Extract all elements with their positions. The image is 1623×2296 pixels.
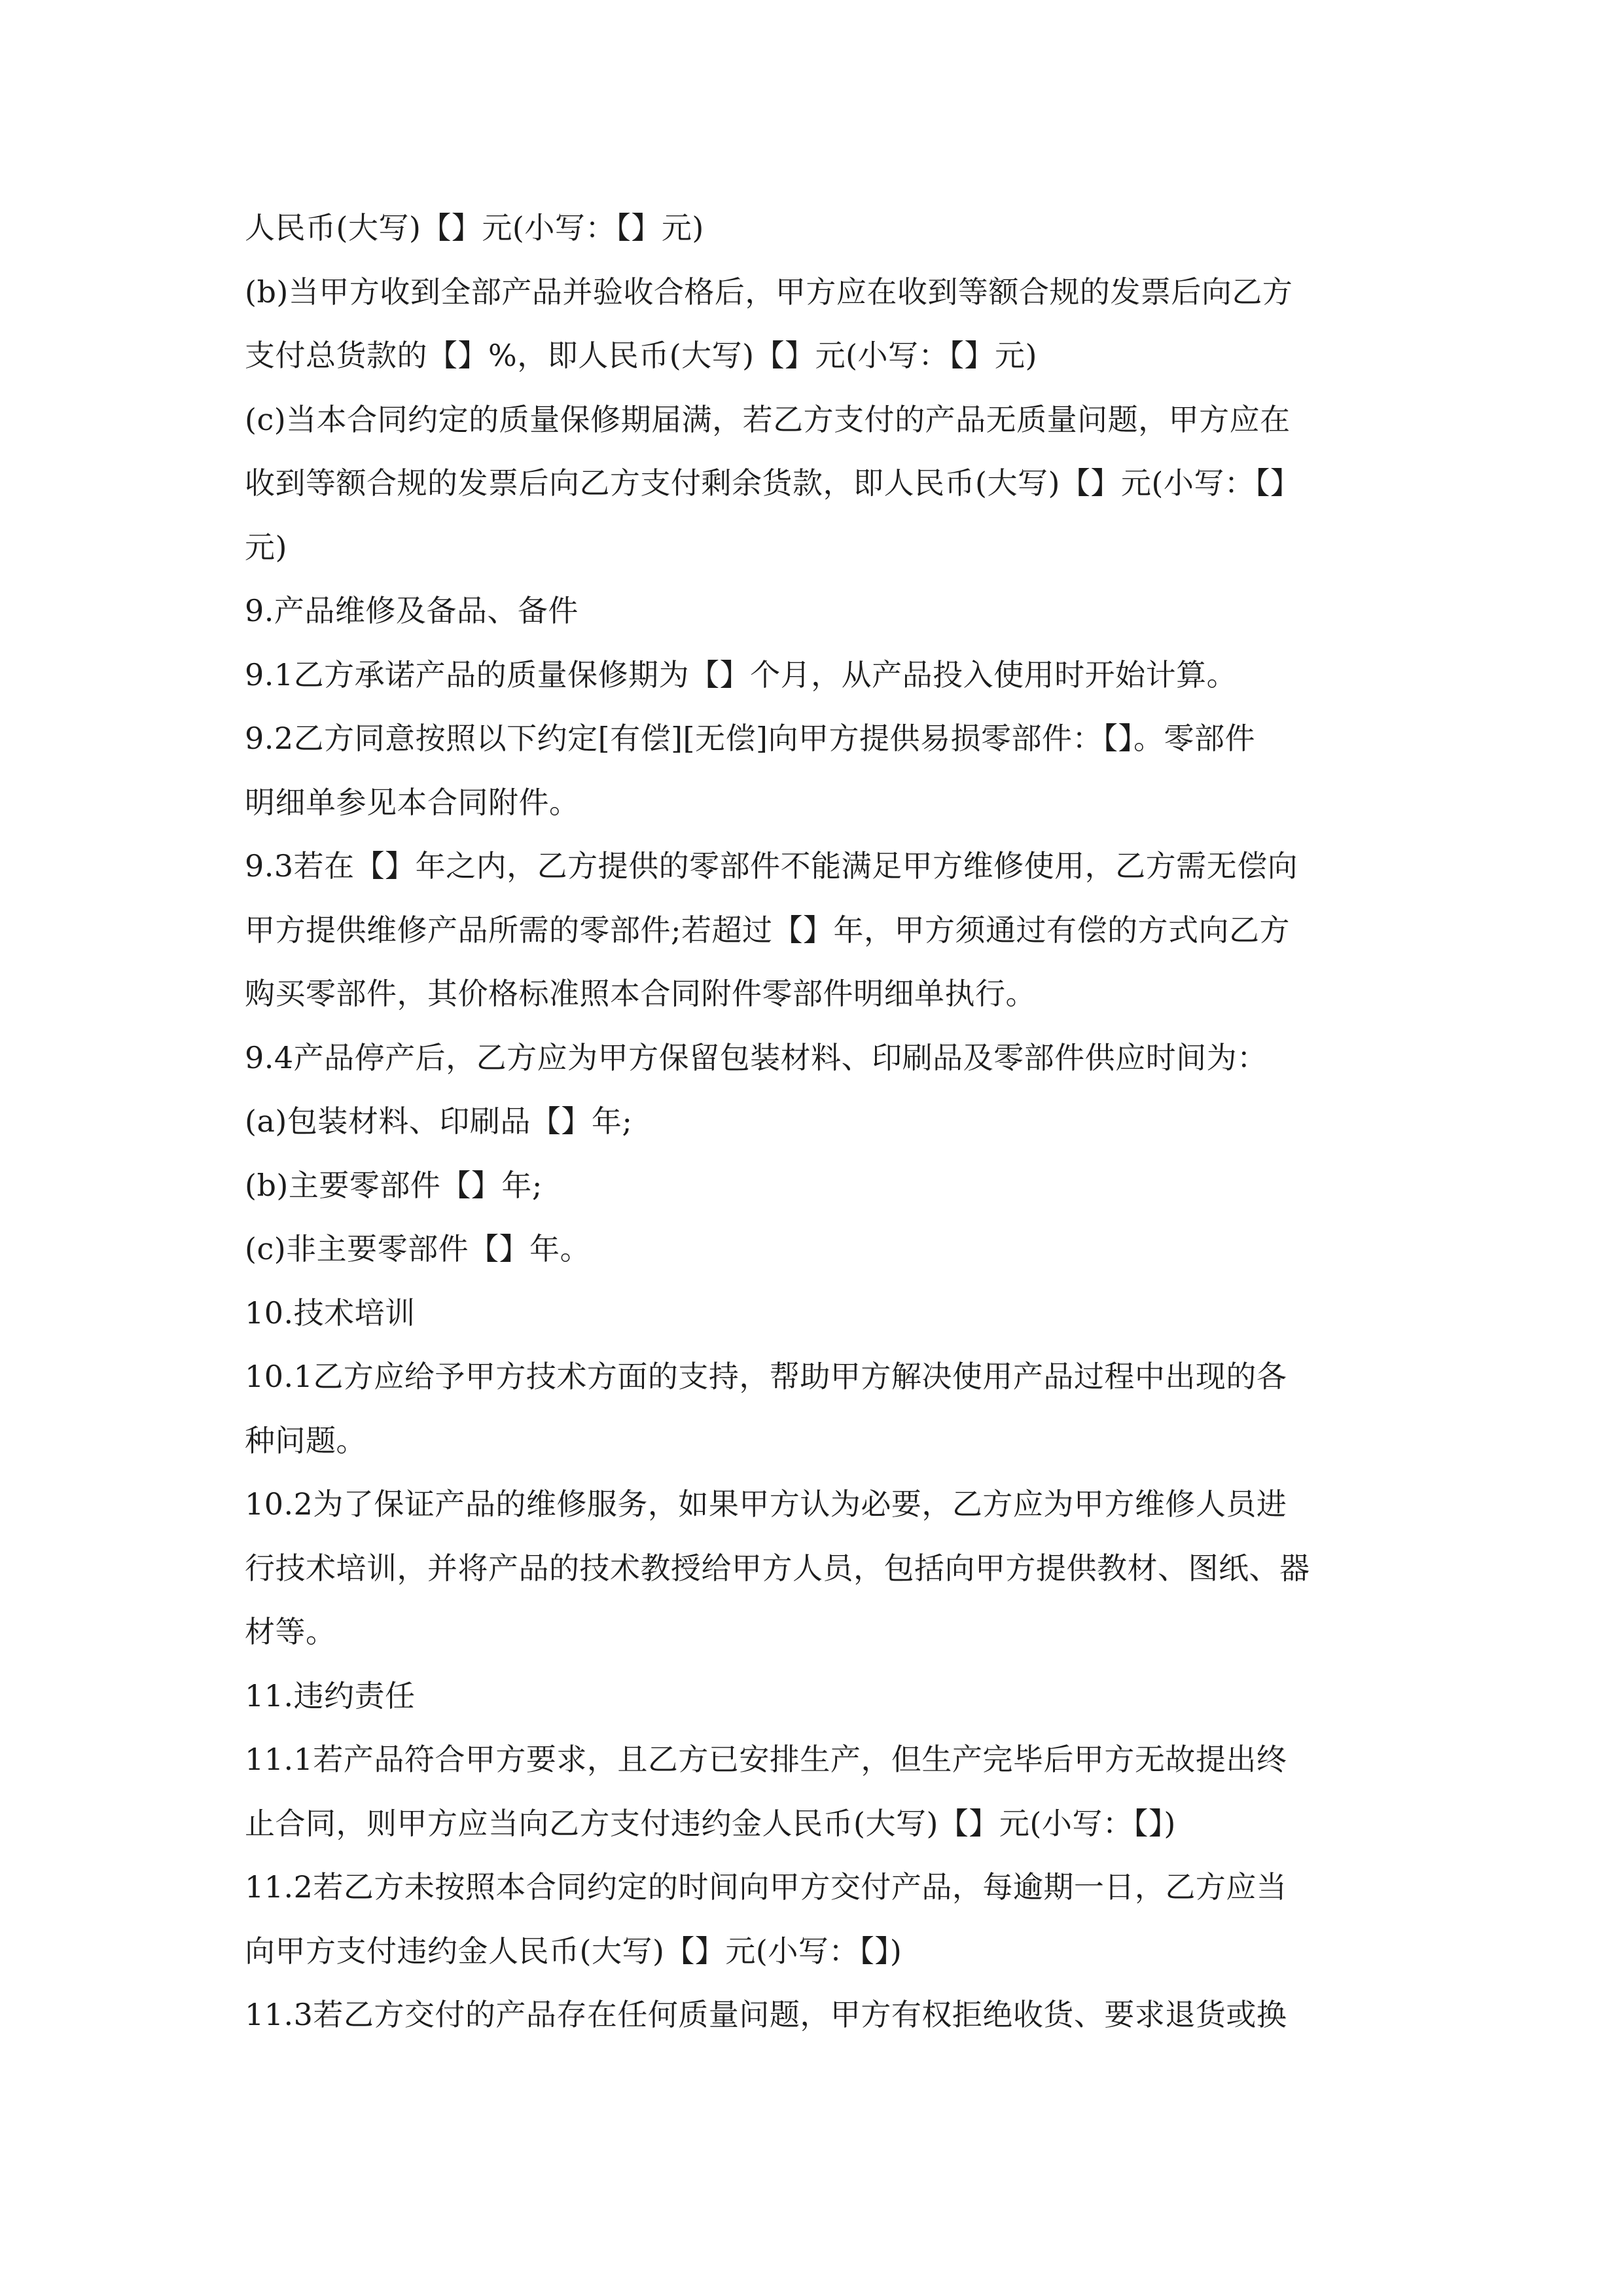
text-line: 10.1乙方应给予甲方技术方面的支持，帮助甲方解决使用产品过程中出现的各 xyxy=(245,1359,1287,1394)
text-line: 止合同，则甲方应当向乙方支付违约金人民币(大写)【】元(小写：【】) xyxy=(245,1805,1176,1841)
text-line: 向甲方支付违约金人民币(大写)【】元(小写：【】) xyxy=(245,1933,902,1969)
text-line: 支付总货款的【】%，即人民币(大写)【】元(小写：【】元) xyxy=(245,338,1037,373)
text-line: (c)当本合同约定的质量保修期届满，若乙方支付的产品无质量问题，甲方应在 xyxy=(245,401,1291,437)
text-line: 收到等额合规的发票后向乙方支付剩余货款，即人民币(大写)【】元(小写：【】 xyxy=(245,465,1301,501)
text-line: 甲方提供维修产品所需的零部件;若超过【】年，甲方须通过有偿的方式向乙方 xyxy=(245,912,1290,948)
text-line: 9.1乙方承诺产品的质量保修期为【】个月，从产品投入使用时开始计算。 xyxy=(245,656,1238,692)
text-line: 9.2乙方同意按照以下约定[有偿][无偿]向甲方提供易损零部件：【】。零部件 xyxy=(245,721,1255,756)
text-line: (b)当甲方收到全部产品并验收合格后，甲方应在收到等额合规的发票后向乙方 xyxy=(245,274,1293,310)
text-line: 11.3若乙方交付的产品存在任何质量问题，甲方有权拒绝收货、要求退货或换 xyxy=(245,1997,1287,2032)
text-line: 材等。 xyxy=(245,1614,336,1649)
text-line: 明细单参见本合同附件。 xyxy=(245,784,580,820)
text-line: 购买零部件，其价格标准照本合同附件零部件明细单执行。 xyxy=(245,976,1036,1011)
section-heading: 9.产品维修及备品、备件 xyxy=(245,593,579,628)
text-line: 人民币(大写)【】元(小写：【】元) xyxy=(245,210,704,245)
text-line: 行技术培训，并将产品的技术教授给甲方人员，包括向甲方提供教材、图纸、器 xyxy=(245,1550,1310,1586)
text-line: (b)主要零部件【】年; xyxy=(245,1167,543,1203)
document-body xyxy=(245,196,1410,2047)
text-line: (c)非主要零部件【】年。 xyxy=(245,1231,591,1266)
text-line: 11.1若产品符合甲方要求，且乙方已安排生产，但生产完毕后甲方无故提出终 xyxy=(245,1742,1287,1777)
text-line: 11.2若乙方未按照本合同约定的时间向甲方交付产品，每逾期一日，乙方应当 xyxy=(245,1869,1287,1905)
text-line: 10.2为了保证产品的维修服务，如果甲方认为必要，乙方应为甲方维修人员进 xyxy=(245,1486,1287,1522)
text-line: (a)包装材料、印刷品【】年; xyxy=(245,1103,633,1139)
text-line: 种问题。 xyxy=(245,1422,366,1458)
section-heading: 11.违约责任 xyxy=(245,1677,416,1713)
text-line: 元) xyxy=(245,529,287,565)
text-line: 9.4产品停产后，乙方应为甲方保留包装材料、印刷品及零部件供应时间为： xyxy=(245,1039,1268,1075)
section-heading: 10.技术培训 xyxy=(245,1295,416,1331)
text-line: 9.3若在【】年之内，乙方提供的零部件不能满足甲方维修使用，乙方需无偿向 xyxy=(245,848,1298,884)
